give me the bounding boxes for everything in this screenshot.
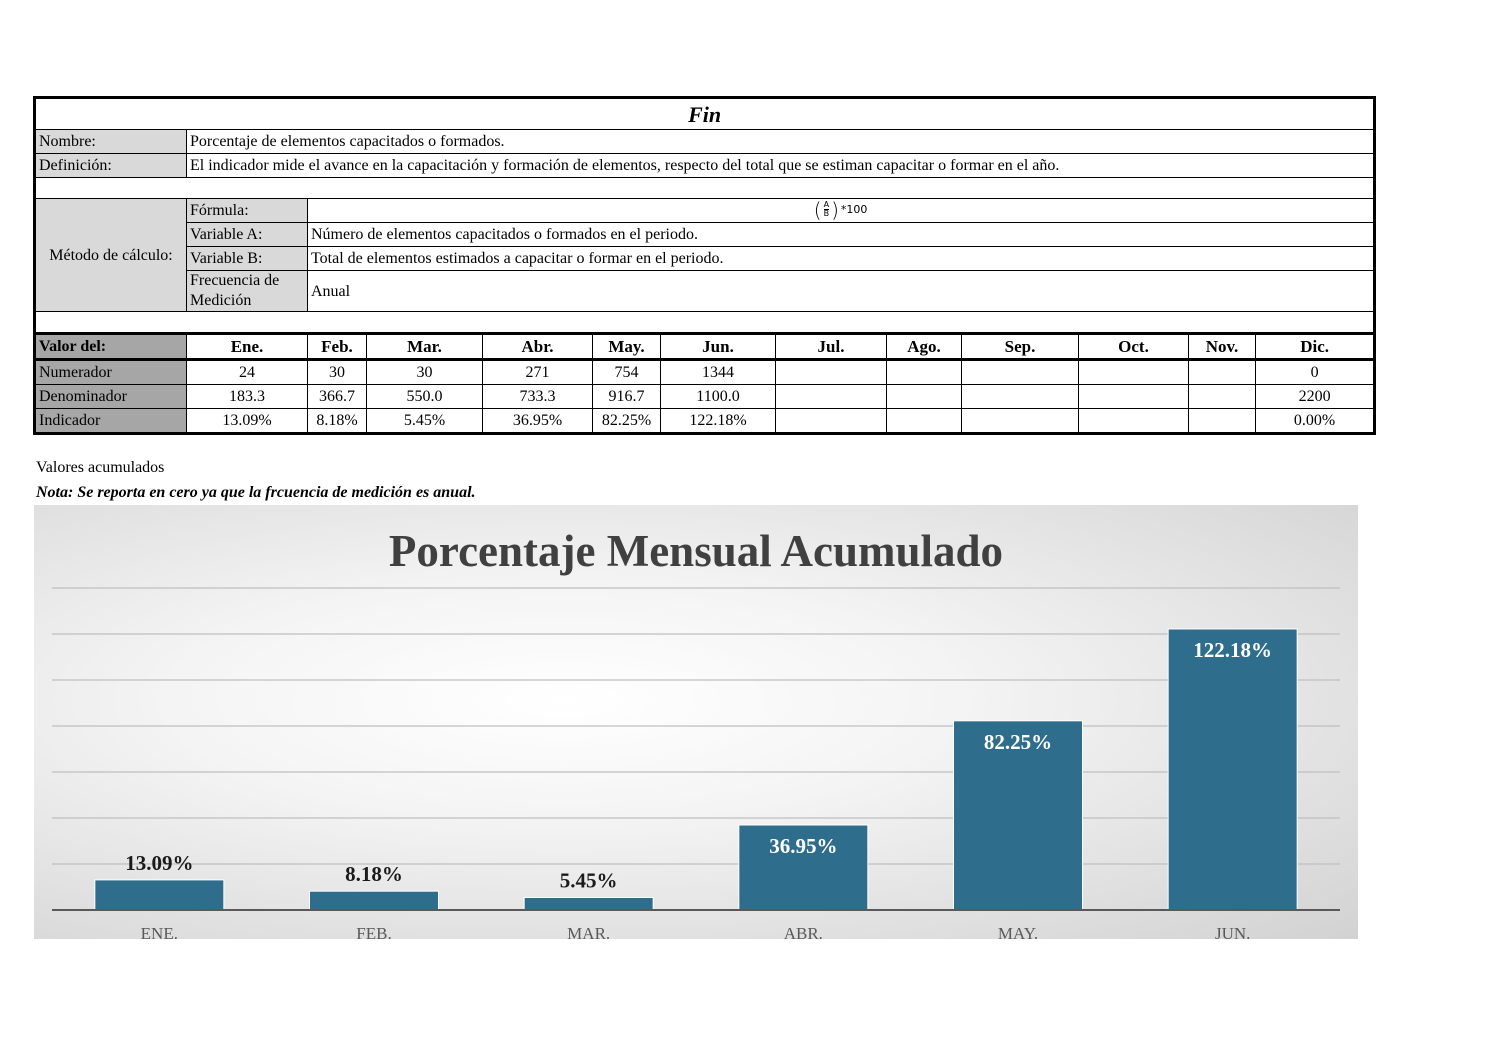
month-header-1: Feb. [308,334,367,360]
definicion-label: Definición: [35,154,187,178]
table-cell: 36.95% [483,409,593,434]
data-label: 82.25% [983,729,1053,754]
formula-label: Fórmula: [187,199,308,223]
month-header-7: Ago. [887,334,962,360]
table-cell [962,385,1079,409]
x-tick-label: MAY. [997,924,1039,939]
formula-cell [308,199,1375,223]
bar-jun [1168,629,1297,910]
numerador-label: Numerador [35,360,187,385]
table-cell: 122.18% [661,409,776,434]
bar-mar [524,897,653,910]
table-cell: 1100.0 [661,385,776,409]
data-label: 5.45% [559,868,618,893]
frecuencia-label: Frecuencia de Medición [187,271,308,312]
table-cell: 754 [593,360,661,385]
frecuencia-value: Anual [308,271,1375,312]
indicator-sheet [33,96,1376,435]
variable-b-value: Total de elementos estimados a capacitar o formar en el periodo. [308,247,1375,271]
metodo-label: Método de cálculo: [35,199,187,312]
table-cell: 82.25% [593,409,661,434]
month-header-8: Sep. [962,334,1079,360]
table-cell [1189,385,1256,409]
month-header-3: Abr. [483,334,593,360]
table-cell [962,409,1079,434]
table-cell [887,409,962,434]
table-cell [776,385,887,409]
table-cell [887,385,962,409]
month-header-11: Dic. [1256,334,1375,360]
sheet-title: Fin [35,98,1375,130]
definicion-value: El indicador mide el avance en la capacitación y formación de elementos, respecto del total que se estiman capacitar o formar en el año. [187,154,1375,178]
month-header-2: Mar. [367,334,483,360]
nombre-value: Porcentaje de elementos capacitados o formados. [187,130,1375,154]
formula-multiplier: *100 [840,203,868,216]
indicador-label: Indicador [35,409,187,434]
spacer-row [35,178,1375,199]
table-cell [1079,360,1189,385]
table-cell [887,360,962,385]
bar-ene [95,880,224,910]
table-cell: 30 [367,360,483,385]
table-cell: 0 [1256,360,1375,385]
table-cell: 550.0 [367,385,483,409]
data-label: 122.18% [1193,637,1273,662]
data-label: 8.18% [345,862,403,887]
nota-text: Nota: Se reporta en cero ya que la frcuencia de medición es anual. [36,484,476,501]
table-cell: 733.3 [483,385,593,409]
x-tick-label: MAR. [567,924,611,939]
table-cell: 271 [483,360,593,385]
table-cell [1189,360,1256,385]
month-header-6: Jul. [776,334,887,360]
table-cell: 24 [187,360,308,385]
table-cell [962,360,1079,385]
table-cell: 0.00% [1256,409,1375,434]
month-header-10: Nov. [1189,334,1256,360]
bar-feb [310,891,439,910]
month-header-0: Ene. [187,334,308,360]
formula-numerator: A [823,200,830,209]
valores-acumulados-note: Valores acumulados [36,459,165,476]
data-label: 36.95% [769,834,838,859]
x-tick-label: ABR. [783,924,823,939]
table-cell: 366.7 [308,385,367,409]
nombre-label: Nombre: [35,130,187,154]
valor-del-header: Valor del: [35,334,187,360]
formula-denominator: B [823,209,830,218]
table-cell: 2200 [1256,385,1375,409]
variable-a-value: Número de elementos capacitados o formados en el periodo. [308,223,1375,247]
table-cell: 8.18% [308,409,367,434]
chart-plot [34,505,1358,939]
variable-a-label: Variable A: [187,223,308,247]
variable-b-label: Variable B: [187,247,308,271]
table-cell: 1344 [661,360,776,385]
month-header-5: Jun. [661,334,776,360]
table-cell: 30 [308,360,367,385]
month-header-9: Oct. [1079,334,1189,360]
x-tick-label: FEB. [356,924,392,939]
x-tick-label: JUN. [1214,924,1251,939]
table-cell [1189,409,1256,434]
spacer-row [35,312,1375,334]
data-label: 13.09% [125,850,194,875]
x-tick-label: ENE. [140,924,178,939]
denominador-label: Denominador [35,385,187,409]
formula-expression: ( $\frac{A}{B}$ ) *100 [813,198,868,222]
table-cell: 916.7 [593,385,661,409]
table-cell [776,360,887,385]
table-cell: 13.09% [187,409,308,434]
table-cell [776,409,887,434]
bar-chart [34,505,1358,939]
chart-title: Porcentaje Mensual Acumulado [388,526,1004,576]
table-cell [1079,409,1189,434]
table-cell: 183.3 [187,385,308,409]
table-cell: 5.45% [367,409,483,434]
month-header-4: May. [593,334,661,360]
table-cell [1079,385,1189,409]
